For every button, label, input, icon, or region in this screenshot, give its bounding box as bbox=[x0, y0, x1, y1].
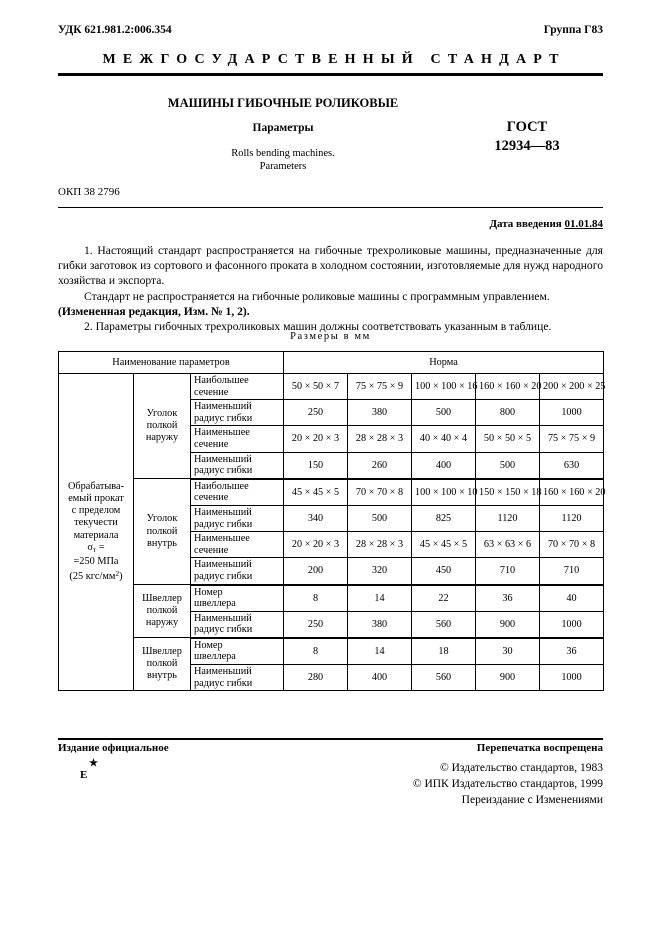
parameter-value-cell: 45 × 45 × 5 bbox=[284, 479, 348, 506]
profile-group-cell: Уголок полкой наружу bbox=[134, 374, 191, 479]
header-rule bbox=[58, 73, 603, 76]
parameter-value-cell: 400 bbox=[412, 452, 476, 479]
parameter-value-cell: 150 bbox=[284, 452, 348, 479]
copyright-line-3: Переиздание с Изменениями bbox=[461, 794, 603, 806]
parameter-value-cell: 14 bbox=[348, 638, 412, 665]
gost-designation bbox=[452, 118, 602, 156]
parameter-value-cell: 100 × 100 × 16 bbox=[412, 374, 476, 400]
parameter-name-cell: Наименьший радиус гибки bbox=[191, 665, 284, 691]
parameter-value-cell: 1000 bbox=[540, 611, 604, 638]
document-title: МАШИНЫ ГИБОЧНЫЕ РОЛИКОВЫЕ bbox=[167, 96, 399, 110]
intro-paragraph-2: Стандарт не распространяется на гибочные роликовые машины с программным управлением. bbox=[84, 289, 550, 303]
udk-code: УДК 621.981.2:006.354 bbox=[58, 24, 172, 36]
parameter-value-cell: 150 × 150 × 18 bbox=[476, 479, 540, 506]
parameters-table bbox=[58, 351, 604, 691]
parameter-value-cell: 50 × 50 × 5 bbox=[476, 426, 540, 452]
header-cell-norm: Норма bbox=[284, 352, 604, 374]
table-row bbox=[59, 638, 604, 665]
parameter-value-cell: 900 bbox=[476, 665, 540, 691]
parameter-value-cell: 250 bbox=[284, 400, 348, 426]
table-row bbox=[59, 479, 604, 506]
parameter-name-cell: Номер швеллера bbox=[191, 638, 284, 665]
parameter-value-cell: 36 bbox=[540, 638, 604, 665]
parameter-value-cell: 1120 bbox=[540, 505, 604, 531]
parameter-value-cell: 18 bbox=[412, 638, 476, 665]
parameter-value-cell: 14 bbox=[348, 585, 412, 612]
parameter-value-cell: 380 bbox=[348, 611, 412, 638]
parameter-value-cell: 28 × 28 × 3 bbox=[348, 426, 412, 452]
parameter-name-cell: Наименьший радиус гибки bbox=[191, 452, 284, 479]
intro-paragraph-4: 2. Параметры гибочных трехроликовых машин должны соответствовать указанным в таблице. bbox=[84, 320, 552, 334]
parameter-value-cell: 28 × 28 × 3 bbox=[348, 532, 412, 558]
parameter-name-cell: Наименьший радиус гибки bbox=[191, 400, 284, 426]
parameter-value-cell: 100 × 100 × 10 bbox=[412, 479, 476, 506]
introduction-date bbox=[58, 218, 603, 230]
parameter-value-cell: 50 × 50 × 7 bbox=[284, 374, 348, 400]
parameters-table-wrapper bbox=[58, 351, 606, 691]
standard-type-heading: МЕЖГОСУДАРСТВЕННЫЙ СТАНДАРТ bbox=[102, 52, 566, 67]
parameter-value-cell: 800 bbox=[476, 400, 540, 426]
parameter-value-cell: 1000 bbox=[540, 400, 604, 426]
profile-group-cell: Уголок полкой внутрь bbox=[134, 479, 191, 585]
parameter-value-cell: 825 bbox=[412, 505, 476, 531]
parameter-name-cell: Наименьший радиус гибки bbox=[191, 611, 284, 638]
reprint-forbidden-label: Перепечатка воспрещена bbox=[476, 742, 603, 754]
parameter-value-cell: 8 bbox=[284, 585, 348, 612]
parameter-name-cell: Наибольшее сечение bbox=[191, 374, 284, 400]
table-units-caption: Размеры в мм bbox=[290, 331, 371, 342]
parameter-value-cell: 340 bbox=[284, 505, 348, 531]
gost-number: 12934—83 bbox=[494, 138, 560, 154]
parameter-value-cell: 260 bbox=[348, 452, 412, 479]
parameter-value-cell: 450 bbox=[412, 558, 476, 585]
parameter-value-cell: 40 bbox=[540, 585, 604, 612]
parameter-value-cell: 70 × 70 × 8 bbox=[540, 532, 604, 558]
parameter-value-cell: 70 × 70 × 8 bbox=[348, 479, 412, 506]
parameter-value-cell: 20 × 20 × 3 bbox=[284, 426, 348, 452]
title-en-line2: Parameters bbox=[259, 160, 307, 172]
section-rule bbox=[58, 207, 603, 208]
parameter-value-cell: 22 bbox=[412, 585, 476, 612]
parameter-value-cell: 320 bbox=[348, 558, 412, 585]
profile-group-cell: Швеллер полкой внутрь bbox=[134, 638, 191, 691]
udk-row bbox=[58, 24, 603, 36]
group-code: Группа Г83 bbox=[543, 24, 603, 36]
parameter-value-cell: 250 bbox=[284, 611, 348, 638]
table-row bbox=[59, 374, 604, 400]
parameter-value-cell: 630 bbox=[540, 452, 604, 479]
title-en-line1: Rolls bending machines. bbox=[231, 148, 335, 159]
intro-paragraph-1: 1. Настоящий стандарт распространяется на гибочные трехроликовые машины, предназначенные для гибки заготовок из сортового и фасонного проката в холодном состоянии, изготовляемые для нужд народного хозяйства и экспорта. bbox=[58, 244, 603, 288]
parameter-value-cell: 710 bbox=[540, 558, 604, 585]
footer-row bbox=[58, 742, 603, 754]
copyright-block bbox=[300, 760, 603, 808]
parameter-value-cell: 45 × 45 × 5 bbox=[412, 532, 476, 558]
footer-rule bbox=[58, 738, 603, 740]
star-icon: ★ bbox=[89, 758, 98, 769]
parameter-value-cell: 500 bbox=[348, 505, 412, 531]
document-title-english bbox=[118, 148, 448, 173]
parameter-name-cell: Наименьшее сечение bbox=[191, 426, 284, 452]
parameter-value-cell: 400 bbox=[348, 665, 412, 691]
header-cell-parameters: Наименование параметров bbox=[59, 352, 284, 374]
material-description-cell: Обрабатыва- емый прокат с пределом текучести материала $\sigma_т$ = =250 МПа (25 кгс/$мм^2$) bbox=[59, 374, 134, 691]
e-mark-block bbox=[80, 758, 98, 781]
document-subtitle: Параметры bbox=[252, 122, 314, 134]
profile-group-cell: Швеллер полкой наружу bbox=[134, 585, 191, 638]
parameter-name-cell: Номер швеллера bbox=[191, 585, 284, 612]
parameter-value-cell: 200 × 200 × 25 bbox=[540, 374, 604, 400]
parameter-value-cell: 20 × 20 × 3 bbox=[284, 532, 348, 558]
date-value: 01.01.84 bbox=[564, 218, 603, 230]
parameter-value-cell: 900 bbox=[476, 611, 540, 638]
parameter-value-cell: 160 × 160 × 20 bbox=[540, 479, 604, 506]
official-edition-label: Издание официальное bbox=[58, 742, 169, 754]
parameter-value-cell: 200 bbox=[284, 558, 348, 585]
copyright-line-2: © ИПК Издательство стандартов, 1999 bbox=[412, 778, 603, 790]
parameter-value-cell: 160 × 160 × 20 bbox=[476, 374, 540, 400]
parameter-value-cell: 380 bbox=[348, 400, 412, 426]
date-label: Дата введения bbox=[489, 218, 562, 230]
table-row bbox=[59, 585, 604, 612]
intro-paragraph-3: (Измененная редакция, Изм. № 1, 2). bbox=[58, 304, 250, 318]
parameter-value-cell: 1000 bbox=[540, 665, 604, 691]
parameter-value-cell: 560 bbox=[412, 611, 476, 638]
parameter-value-cell: 75 × 75 × 9 bbox=[348, 374, 412, 400]
parameter-name-cell: Наибольшее сечение bbox=[191, 479, 284, 506]
parameter-value-cell: 8 bbox=[284, 638, 348, 665]
e-mark: Е bbox=[80, 769, 88, 781]
parameter-value-cell: 75 × 75 × 9 bbox=[540, 426, 604, 452]
parameter-value-cell: 280 bbox=[284, 665, 348, 691]
okp-code: ОКП 38 2796 bbox=[58, 186, 120, 198]
copyright-line-1: © Издательство стандартов, 1983 bbox=[439, 762, 603, 774]
parameter-name-cell: Наименьший радиус гибки bbox=[191, 558, 284, 585]
intro-body bbox=[58, 243, 603, 334]
parameter-value-cell: 63 × 63 × 6 bbox=[476, 532, 540, 558]
parameter-value-cell: 36 bbox=[476, 585, 540, 612]
parameter-value-cell: 710 bbox=[476, 558, 540, 585]
gost-label: ГОСТ bbox=[506, 119, 548, 135]
parameter-value-cell: 500 bbox=[412, 400, 476, 426]
parameter-value-cell: 1120 bbox=[476, 505, 540, 531]
parameter-value-cell: 500 bbox=[476, 452, 540, 479]
parameter-name-cell: Наименьшее сечение bbox=[191, 532, 284, 558]
parameter-value-cell: 560 bbox=[412, 665, 476, 691]
parameter-name-cell: Наименьший радиус гибки bbox=[191, 505, 284, 531]
parameter-value-cell: 30 bbox=[476, 638, 540, 665]
parameter-value-cell: 40 × 40 × 4 bbox=[412, 426, 476, 452]
table-header-row bbox=[59, 352, 604, 374]
